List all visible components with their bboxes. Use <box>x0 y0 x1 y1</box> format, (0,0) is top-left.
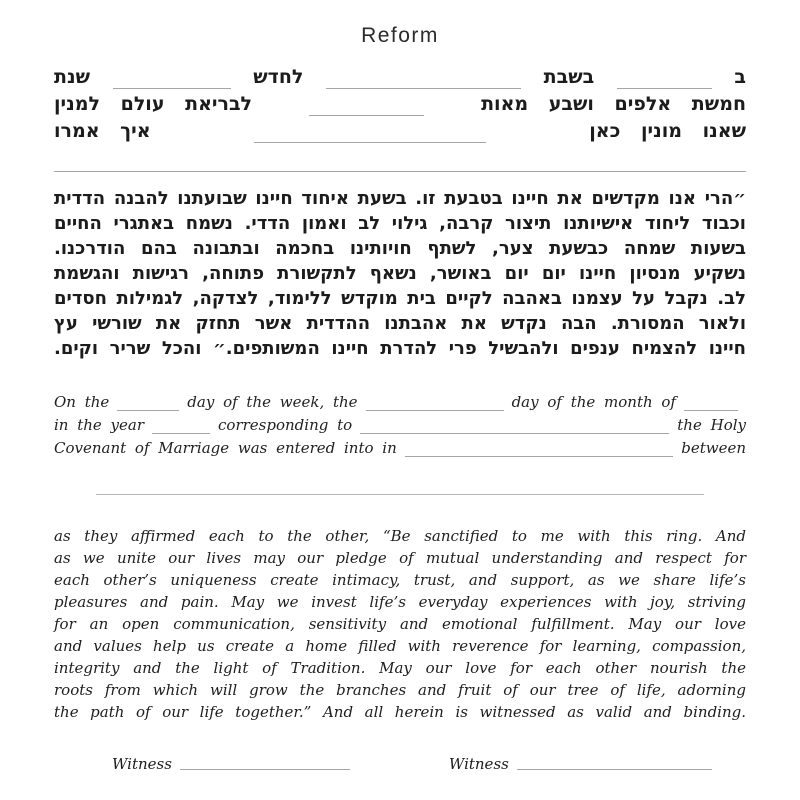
witness-secondary-row <box>54 789 746 800</box>
english-paragraph-line: for an open communication, sensitivity and emotional fulfillment. May our love <box>54 615 746 633</box>
english-paragraph-line: integrity and the light of Tradition. May our love for each other nourish the <box>54 659 746 677</box>
hebrew-day-prefix: ב <box>734 66 746 88</box>
witness-right-group <box>449 755 712 773</box>
hebrew-place-blank <box>254 131 486 143</box>
hebrew-weekday-blank <box>617 77 712 89</box>
english-paragraph-line: pleasures and pain. May we invest life’s everyday experiences with joy, striving <box>54 593 746 611</box>
english-place-line <box>54 437 746 460</box>
witness-right-signature-blank <box>517 758 712 770</box>
hebrew-paragraph-line: וכבוד ליחוד אישיותנו תיצור קרבה, גילוי לב ואמון הדדי. נשמח באתגרי החיים <box>54 213 746 234</box>
month-blank <box>684 399 738 411</box>
civil-date-blank <box>360 422 669 434</box>
corresponding-to-text: corresponding to <box>218 416 353 434</box>
on-the-text: On the <box>54 393 110 411</box>
the-holy-text: the Holy <box>677 416 746 434</box>
witness-left-group <box>112 755 350 773</box>
english-fill-section <box>54 391 746 460</box>
hebrew-paragraph-line: לב. נקבל על עצמנו באהבה לקיים בית מוקדש ללימוד, לצדקה, לגמילות חסדים <box>54 288 746 309</box>
hebrew-paragraph-line: חיינו להצמיח ענפים ולהבשיל פרי להדרת חיינו המשותפים.״ והכל שריר וקים. <box>54 338 746 359</box>
english-paragraph <box>54 525 746 723</box>
witness-labels-row <box>54 755 746 773</box>
english-paragraph-line: as they affirmed each to the other, “Be sanctified to me with this ring. And <box>54 527 746 545</box>
hebrew-year-blank <box>309 104 424 116</box>
english-paragraph-line: and values help us create a home filled with reverence for learning, compassion, <box>54 637 746 655</box>
hebrew-paragraph-line: נשקיע מנסיון חיינו יום יום באושר, נשאף לתקשורת פתוחה, רגישות והגשמת <box>54 263 746 284</box>
monthday-blank <box>366 399 504 411</box>
witness-left-second-blank <box>149 789 334 800</box>
english-paragraph-line: as we unite our lives may our pledge of mutual understanding and respect for <box>54 549 746 567</box>
english-paragraph-line: the path of our life together.” And all herein is witnessed as valid and binding. <box>54 703 746 721</box>
hebrew-year-line <box>54 91 746 118</box>
day-of-month-text: day of the month of <box>511 393 676 411</box>
hebrew-year-text: חמשת אלפים ושבע מאות <box>481 93 746 115</box>
between-text: between <box>681 439 746 457</box>
hebrew-paragraph-line: ולאור המסורת. הבה נקדש את אהבתנו ההדדית אשר תחזק את שורשי עץ <box>54 313 746 334</box>
hebrew-creation-text: לבריאת עולם למנין <box>54 93 253 115</box>
couple-names-blank <box>96 483 705 495</box>
weekday-blank <box>117 399 179 411</box>
witness-left-label: Witness <box>112 755 172 773</box>
hebrew-word-bshabbat: בשבת <box>543 66 595 88</box>
hebrew-word-shnat: שנת <box>54 66 91 88</box>
in-the-year-text: in the year <box>54 416 145 434</box>
hebrew-counting-text: שאנו מונין כאן <box>589 120 746 142</box>
hebrew-they-said-text: איך אמרו <box>54 120 151 142</box>
hebrew-monthday-blank <box>326 77 521 89</box>
day-of-week-text: day of the week, the <box>187 393 358 411</box>
english-year-line <box>54 414 746 437</box>
english-paragraph-line: roots from which will grow the branches and fruit of our tree of life, adorning <box>54 681 746 699</box>
hebrew-header <box>54 64 746 145</box>
english-date-line <box>54 391 746 414</box>
hebrew-names-blank <box>54 159 746 172</box>
hebrew-place-line <box>54 118 746 145</box>
ketubah-document <box>54 0 746 800</box>
witness-right-second-blank <box>509 789 724 800</box>
page-title: Reform <box>361 24 439 47</box>
place-blank <box>405 445 673 457</box>
witness-section <box>54 755 746 800</box>
hebrew-paragraph <box>54 186 746 361</box>
covenant-text: Covenant of Marriage was entered into in <box>54 439 397 457</box>
year-blank <box>152 422 210 434</box>
hebrew-paragraph-line: בשעות שמחה כבשעת צער, לשתף חויותינו בחכמה ובתבונה בהם הודרכנו. <box>54 238 746 259</box>
witness-left-signature-blank <box>180 758 350 770</box>
hebrew-date-line <box>54 64 746 91</box>
hebrew-paragraph-line: ״הרי אנו מקדשים את חיינו בטבעת זו. בשעת איחוד חיינו שבועתנו להבנה הדדית <box>54 188 746 209</box>
hebrew-month-blank <box>113 77 231 89</box>
hebrew-word-lachodesh: לחדש <box>253 66 304 88</box>
english-paragraph-line: each other’s uniqueness create intimacy, trust, and support, as we share life’s <box>54 571 746 589</box>
couple-names-row <box>54 482 746 501</box>
witness-right-label: Witness <box>448 755 509 773</box>
